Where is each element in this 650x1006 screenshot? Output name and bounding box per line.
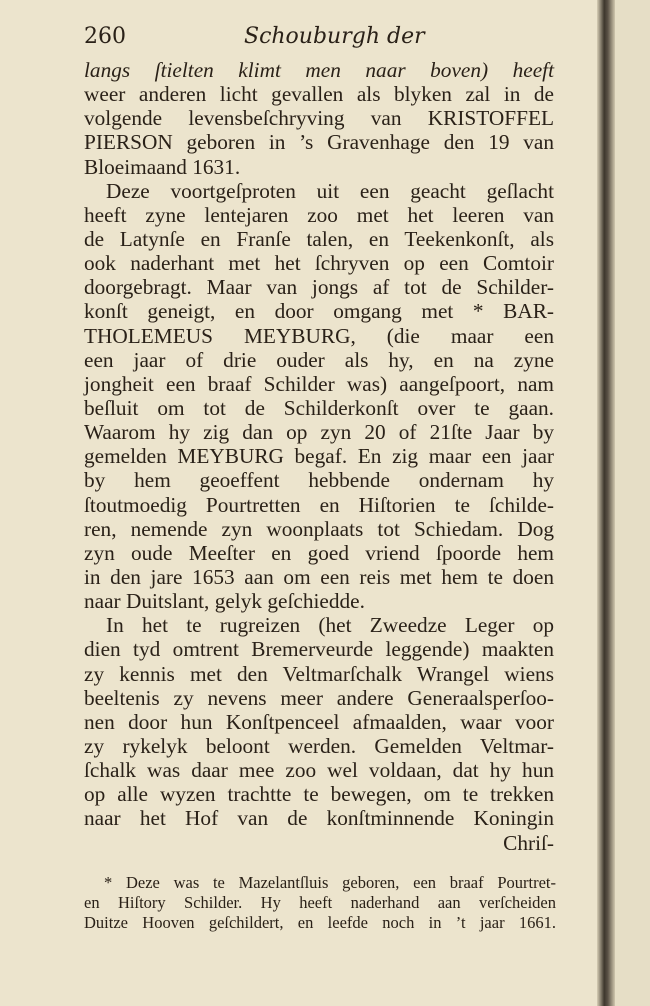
text-line: een jaar of drie ouder als hy, en na zyne [84,347,554,372]
text-line: In het te rugreizen (het Zweedze Leger op [106,613,554,638]
text-line: doorgebragt. Maar van jongs af tot de Schilder- [84,275,554,300]
text-line: heeft zyne lentejaren zoo met het leeren van [84,202,554,227]
catchword: Chriſ- [503,830,554,855]
text-line: by hem geoeffent hebbende ondernam hy [84,468,554,493]
text-line: ook naderhant met het ſchryven op een Comtoir [84,251,554,276]
text-line: zy rykelyk beloont werden. Gemelden Veltmar- [84,733,554,758]
page-header [84,24,584,58]
footnote-line: en Hiſtory Schilder. Hy heeft naderhand aan verſcheiden [84,893,556,912]
footnote-line: * Deze was te Mazelantſluis geboren, een braaf Pourtret- [104,873,556,892]
text-line: ren, nemende zyn woonplaats tot Schiedam. Dog [84,516,554,541]
book-gutter [597,0,615,1006]
text-line: zy kennis met den Veltmarſchalk Wrangel wiens [84,661,554,686]
text-line: ſchalk was daar mee zoo wel voldaan, dat hy hun [84,758,554,783]
text-line: de Latynſe en Franſe talen, en Teekenkonſt, als [84,226,554,251]
facing-page-edge [615,0,650,1006]
text-line: jongheit een braaf Schilder was) aangeſpoort, nam [84,371,554,396]
text-line: op alle wyzen trachtte te bewegen, om te trekken [84,782,554,807]
text-line: langs ſtielten klimt men naar boven) heeft [84,58,554,82]
text-line: gemelden MEYBURG begaf. En zig maar een jaar [84,444,554,469]
text-line: weer anderen licht gevallen als blyken zal in de [84,82,554,107]
text-line: Waarom hy zig dan op zyn 20 of 21ſte Jaar by [84,420,554,445]
text-line: in den jare 1653 aan om een reis met hem te doen [84,564,554,589]
text-line: konſt geneigt, en door omgang met * BAR- [84,299,554,324]
text-line: nen door hun Konſtpenceel afmaalden, waar voor [84,709,554,734]
text-line: Deze voortgeſproten uit een geacht geſlacht [106,178,554,203]
body-text [84,58,554,855]
text-line: volgende levensbeſchryving van KRISTOFFEL [84,106,554,131]
text-line: zyn oude Meeſter en goed vriend ſpoorde hem [84,540,554,565]
text-line: PIERSON geboren in ’s Gravenhage den 19 van [84,130,554,155]
text-line: beeltenis zy nevens meer andere Generaalsperſoo- [84,685,554,710]
page-number: 260 [84,24,126,49]
text-line: THOLEMEUS MEYBURG, (die maar een [84,323,554,348]
text-line: ſtoutmoedig Pourtretten en Hiſtorien te ſchilde- [84,492,554,517]
footnote-line: Duitze Hooven geſchildert, en leefde noch in ’t jaar 1661. [84,913,556,932]
text-line: dien tyd omtrent Bremerveurde leggende) maakten [84,637,554,662]
text-line: naar het Hof van de konſtminnende Koningin [84,806,554,831]
running-title: Schouburgh der [244,24,425,49]
text-line: beſluit om tot de Schilderkonſt over te gaan. [84,395,554,420]
footnote [84,873,556,933]
text-line: naar Duitslant, gelyk geſchiedde. [84,589,365,614]
text-line: Bloeimaand 1631. [84,154,241,179]
